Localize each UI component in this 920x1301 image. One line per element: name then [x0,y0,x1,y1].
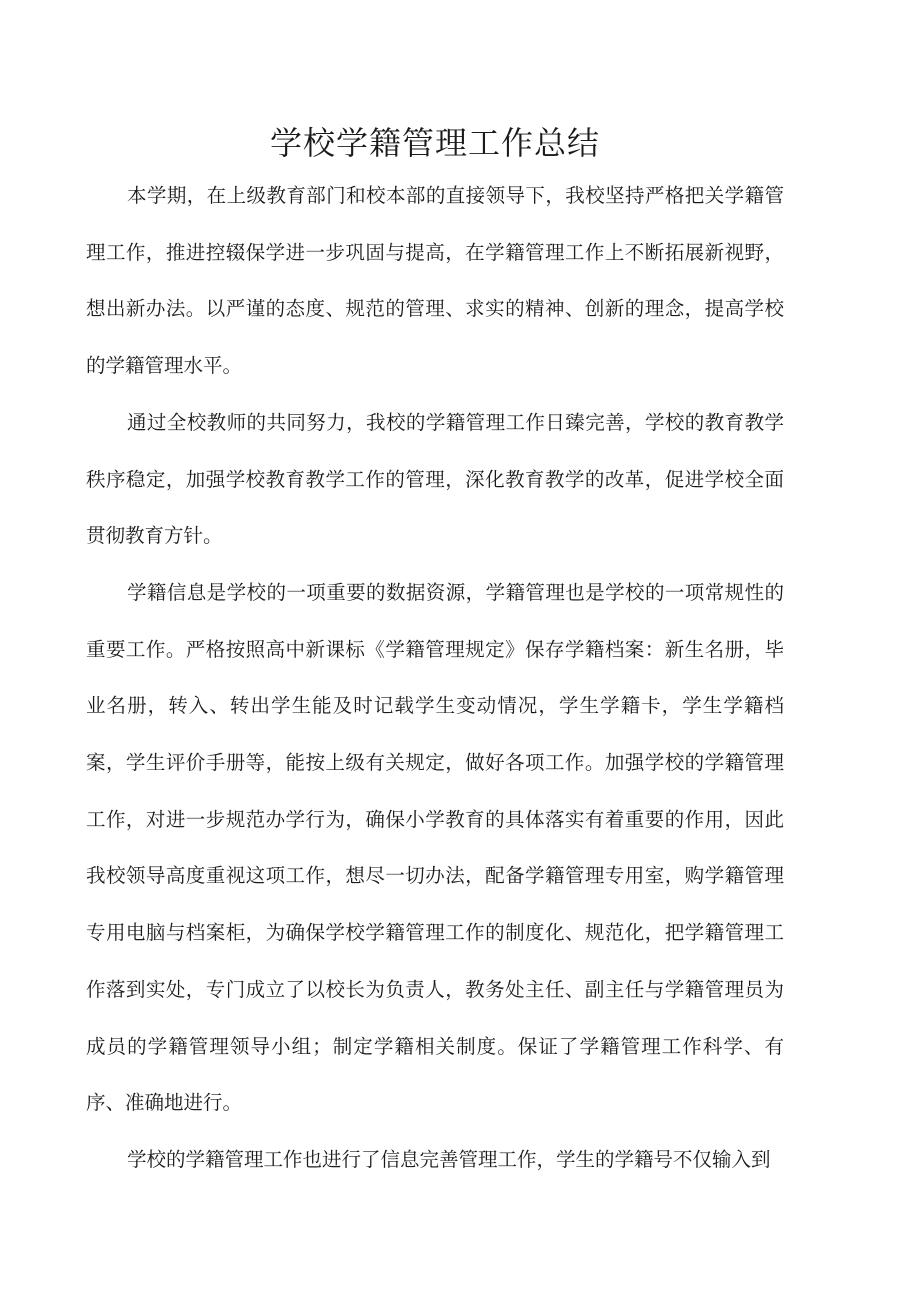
paragraph-3: 学籍信息是学校的一项重要的数据资源，学籍管理也是学校的一项常规性的重要工作。严格按照高中新课标《学籍管理规定》保存学籍档案：新生名册，毕业名册，转入、转出学生能及时记载学生变动情况，学生学籍卡，学生学籍档案，学生评价手册等，能按上级有关规定，做好各项工作。加强学校的学籍管理工作，对进一步规范办学行为，确保小学教育的具体落实有着重要的作用，因此我校领导高度重视这项工作，想尽一切办法，配备学籍管理专用室，购学籍管理专用电脑与档案柜，为确保学校学籍管理工作的制度化、规范化，把学籍管理工作落到实处，专门成立了以校长为负责人，教务处主任、副主任与学籍管理员为成员的学籍管理领导小组；制定学籍相关制度。保证了学籍管理工作科学、有序、准确地进行。 [86,580,784,1115]
paragraph-4: 学校的学籍管理工作也进行了信息完善管理工作，学生的学籍号不仅输入到 [127,1147,771,1171]
document-body [86,168,784,1189]
paragraph-1: 本学期，在上级教育部门和校本部的直接领导下，我校坚持严格把关学籍管理工作，推进控辍保学进一步巩固与提高，在学籍管理工作上不断拓展新视野，想出新办法。以严谨的态度、规范的管理、求实的精神、创新的理念，提高学校的学籍管理水平。 [86,184,784,378]
paragraph-2: 通过全校教师的共同努力，我校的学籍管理工作日臻完善，学校的教育教学秩序稳定，加强学校教育教学工作的管理，深化教育教学的改革，促进学校全面贯彻教育方针。 [86,410,784,548]
document-title: 学校学籍管理工作总结 [269,124,600,163]
